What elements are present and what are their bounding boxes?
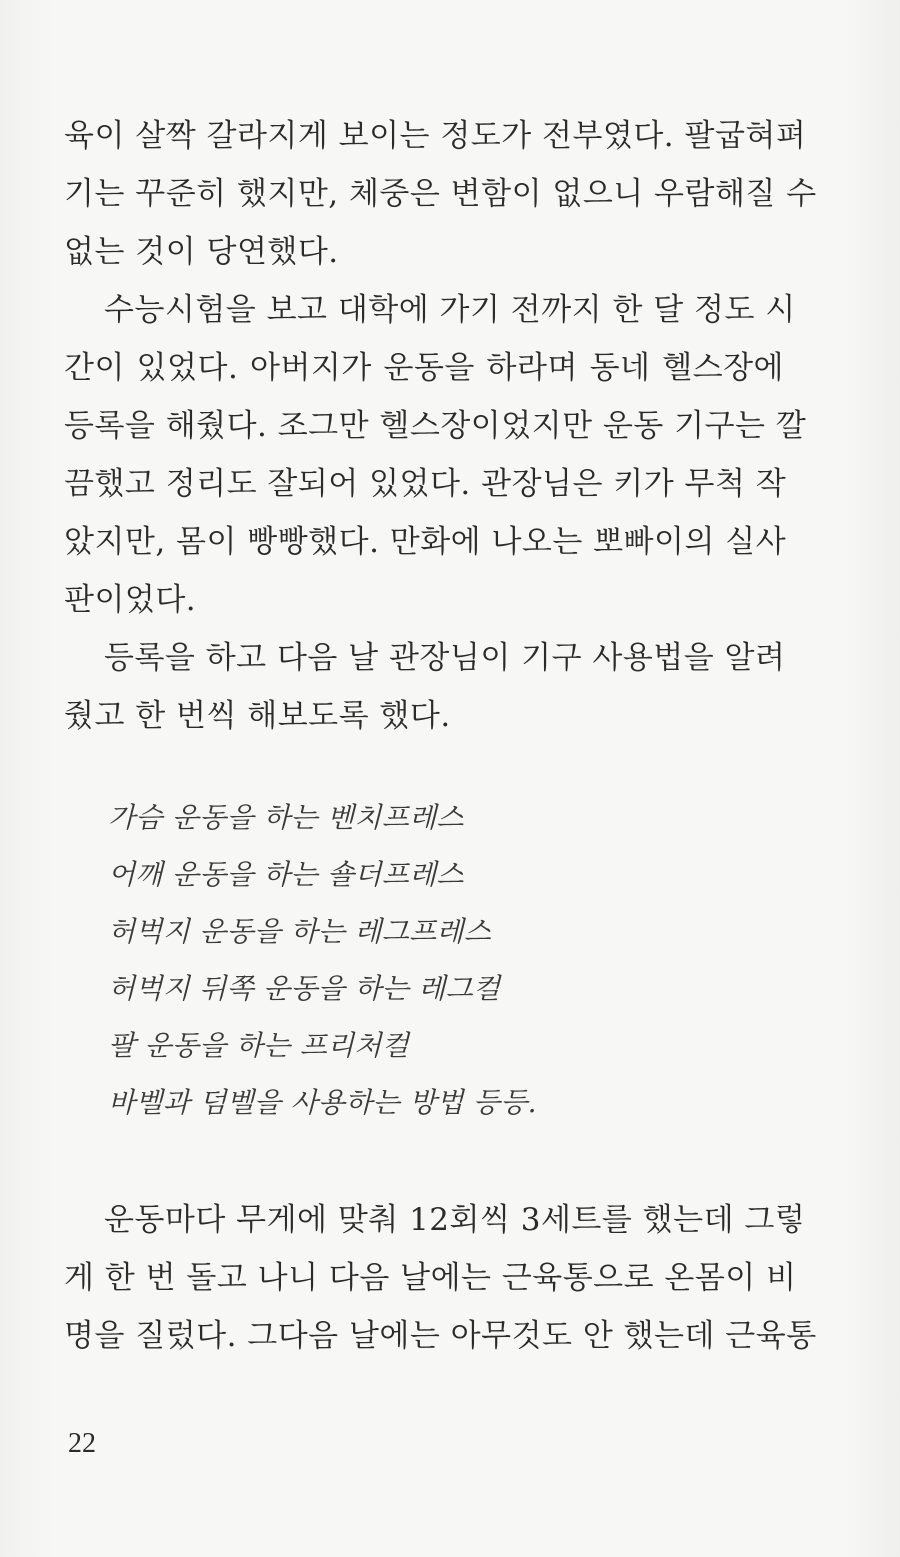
text-line: 육이 살짝 갈라지게 보이는 정도가 전부였다. 팔굽혀펴 [64, 118, 807, 154]
text-line: 수능시험을 보고 대학에 가기 전까지 한 달 정도 시 [104, 292, 796, 328]
list-item: 허벅지 뒤쪽 운동을 하는 레그컬 [108, 972, 501, 1005]
text-line: 간이 있었다. 아버지가 운동을 하라며 동네 헬스장에 [64, 350, 784, 386]
text-line: 명을 질렀다. 그다음 날에는 아무것도 안 했는데 근육통 [64, 1318, 817, 1354]
list-item: 가슴 운동을 하는 벤치프레스 [108, 801, 464, 834]
text-line: 판이었다. [64, 582, 197, 618]
text-line: 운동마다 무게에 맞춰 12회씩 3세트를 했는데 그렇 [104, 1202, 806, 1238]
text-line: 없는 것이 당연했다. [64, 234, 339, 270]
page-number: 22 [68, 1428, 96, 1459]
text-line: 았지만, 몸이 빵빵했다. 만화에 나오는 뽀빠이의 실사 [64, 524, 787, 560]
list-item: 바벨과 덤벨을 사용하는 방법 등등. [108, 1086, 537, 1119]
text-line: 게 한 번 돌고 나니 다음 날에는 근육통으로 온몸이 비 [64, 1260, 797, 1296]
list-item: 어깨 운동을 하는 숄더프레스 [108, 858, 464, 891]
text-line: 기는 꾸준히 했지만, 체중은 변함이 없으니 우람해질 수 [64, 176, 817, 212]
list-item: 팔 운동을 하는 프리처컬 [108, 1029, 410, 1062]
list-item: 허벅지 운동을 하는 레그프레스 [108, 915, 492, 948]
text-line: 등록을 하고 다음 날 관장님이 기구 사용법을 알려 [104, 640, 786, 676]
text-line: 등록을 해줬다. 조그만 헬스장이었지만 운동 기구는 깔 [64, 408, 807, 444]
text-line: 줬고 한 번씩 해보도록 했다. [64, 698, 451, 734]
text-line: 끔했고 정리도 잘되어 있었다. 관장님은 키가 무척 작 [64, 466, 787, 502]
